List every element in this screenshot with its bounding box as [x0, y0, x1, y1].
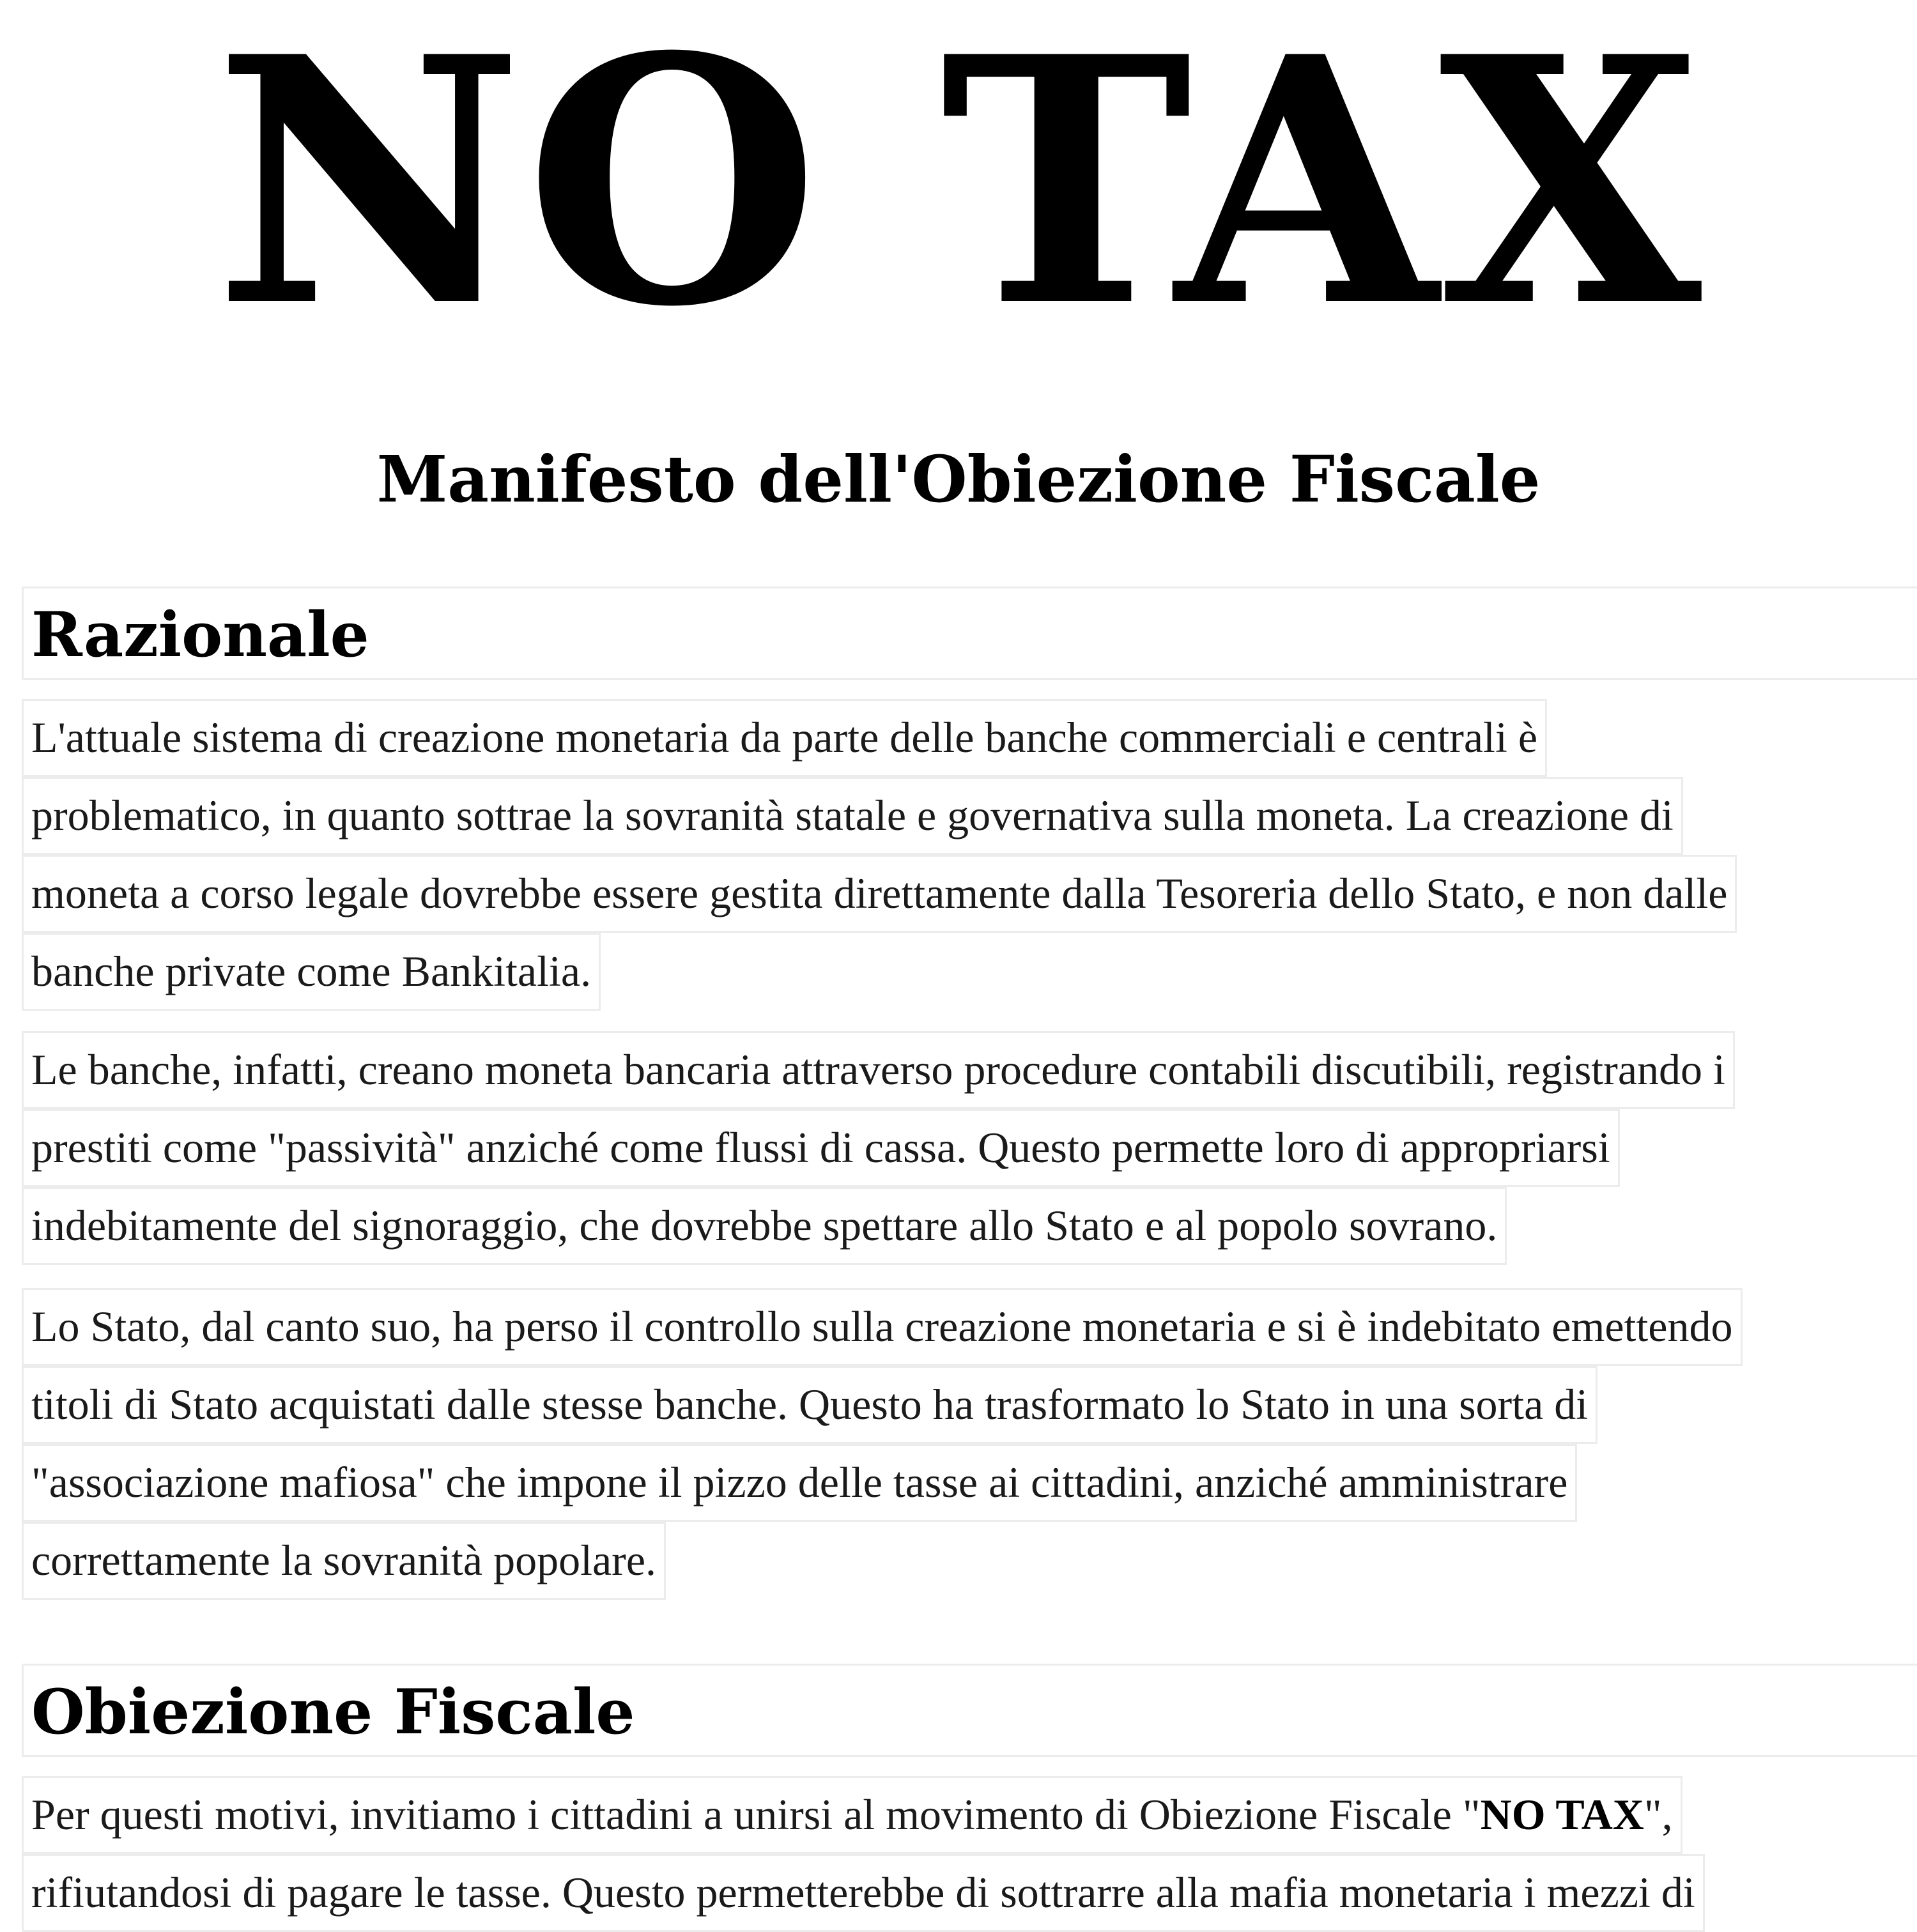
- text-line: rifiutandosi di pagare le tasse. Questo permetterebbe di sottrarre alla mafia monetaria i mezzi di: [22, 1854, 1705, 1932]
- page-title: NO TAX: [213, 0, 1704, 381]
- text-line: banche private come Bankitalia.: [22, 933, 601, 1011]
- paragraph-razionale-3: [22, 1288, 1917, 1600]
- text-line: moneta a corso legale dovrebbe essere gestita direttamente dalla Tesoreria dello Stato, e non dalle: [22, 855, 1737, 933]
- text-line: Le banche, infatti, creano moneta bancaria attraverso procedure contabili discutibili, registrando i: [22, 1031, 1735, 1109]
- section-heading-razionale: Razionale: [22, 586, 1917, 680]
- paragraph-obiezione-1: [22, 1776, 1917, 1932]
- text-line: titoli di Stato acquistati dalle stesse banche. Questo ha trasformato lo Stato in una sorta di: [22, 1366, 1598, 1444]
- text-line: problematico, in quanto sottrae la sovranità statale e governativa sulla moneta. La creazione di: [22, 777, 1683, 855]
- text-line: [22, 1776, 1682, 1854]
- text-line: L'attuale sistema di creazione monetaria da parte delle banche commerciali e centrali è: [22, 699, 1547, 777]
- text-line: indebitamente del signoraggio, che dovrebbe spettare allo Stato e al popolo sovrano.: [22, 1187, 1507, 1265]
- text-line: Lo Stato, dal canto suo, ha perso il controllo sulla creazione monetaria e si è indebitato emettendo: [22, 1288, 1743, 1366]
- section-heading-obiezione-fiscale: Obiezione Fiscale: [22, 1664, 1917, 1757]
- text-line: correttamente la sovranità popolare.: [22, 1522, 666, 1600]
- paragraph-razionale-1: [22, 699, 1917, 1011]
- text-segment: Per questi motivi, invitiamo i cittadini a unirsi al movimento di Obiezione Fiscale ": [31, 1790, 1481, 1839]
- page-subtitle: Manifesto dell'Obiezione Fiscale: [376, 441, 1541, 517]
- text-line: "associazione mafiosa" che impone il pizzo delle tasse ai cittadini, anziché amministrare: [22, 1444, 1577, 1522]
- text-line: prestiti come "passività" anziché come flussi di cassa. Questo permette loro di appropriarsi: [22, 1109, 1620, 1187]
- bold-term: NO TAX: [1480, 1790, 1644, 1839]
- text-segment: ",: [1644, 1790, 1673, 1839]
- paragraph-razionale-2: [22, 1031, 1917, 1265]
